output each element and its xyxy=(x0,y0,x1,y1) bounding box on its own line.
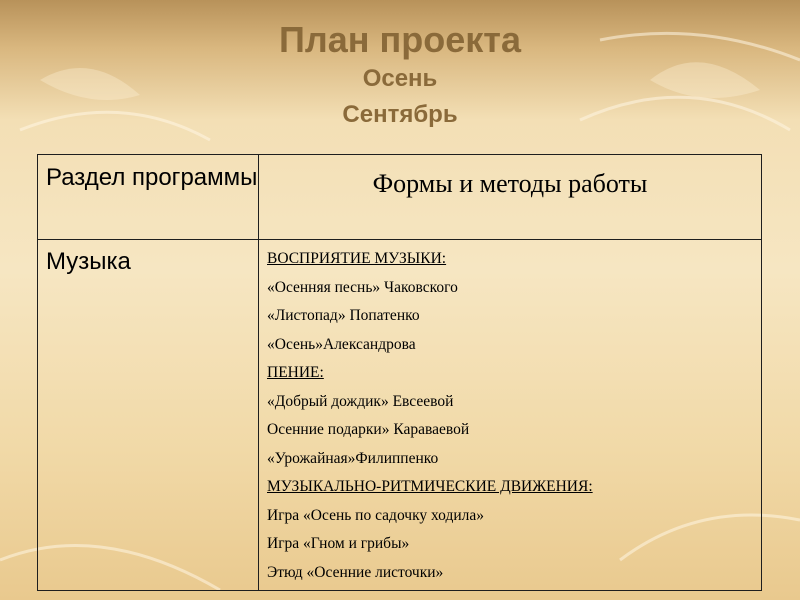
month-subtitle: Сентябрь xyxy=(342,101,458,128)
methods-category-heading: ПЕНИЕ: xyxy=(267,364,324,381)
list-item: Осенние подарки» Караваевой xyxy=(267,421,470,438)
list-item: «Урожайная»Филиппенко xyxy=(267,449,439,467)
project-plan-table xyxy=(37,154,762,591)
methods-category-heading: МУЗЫКАЛЬНО-РИТМИЧЕСКИЕ ДВИЖЕНИЯ: xyxy=(267,478,593,495)
list-item: Этюд «Осенние листочки» xyxy=(267,563,444,581)
list-item: «Добрый дождик» Евсеевой xyxy=(267,392,454,410)
header-methods-cell: Формы и методы работы xyxy=(259,155,762,240)
header-section-cell: Раздел программы xyxy=(38,155,259,240)
methods-cell xyxy=(259,240,762,591)
methods-list xyxy=(267,248,761,590)
list-item: Игра «Осень по садочку ходила» xyxy=(267,506,485,524)
title-block xyxy=(0,18,800,130)
table-row xyxy=(38,240,762,591)
methods-category-heading: ВОСПРИЯТИЕ МУЗЫКИ: xyxy=(267,250,447,267)
section-cell: Музыка xyxy=(38,240,259,591)
table-header-row xyxy=(38,155,762,240)
page-title: План проекта xyxy=(279,19,521,60)
list-item: Игра «Гном и грибы» xyxy=(267,535,410,552)
list-item: «Листопад» Попатенко xyxy=(267,307,420,324)
season-subtitle: Осень xyxy=(362,65,438,92)
list-item: «Осенняя песнь» Чаковского xyxy=(267,278,458,296)
list-item: «Осень»Александрова xyxy=(267,335,416,353)
